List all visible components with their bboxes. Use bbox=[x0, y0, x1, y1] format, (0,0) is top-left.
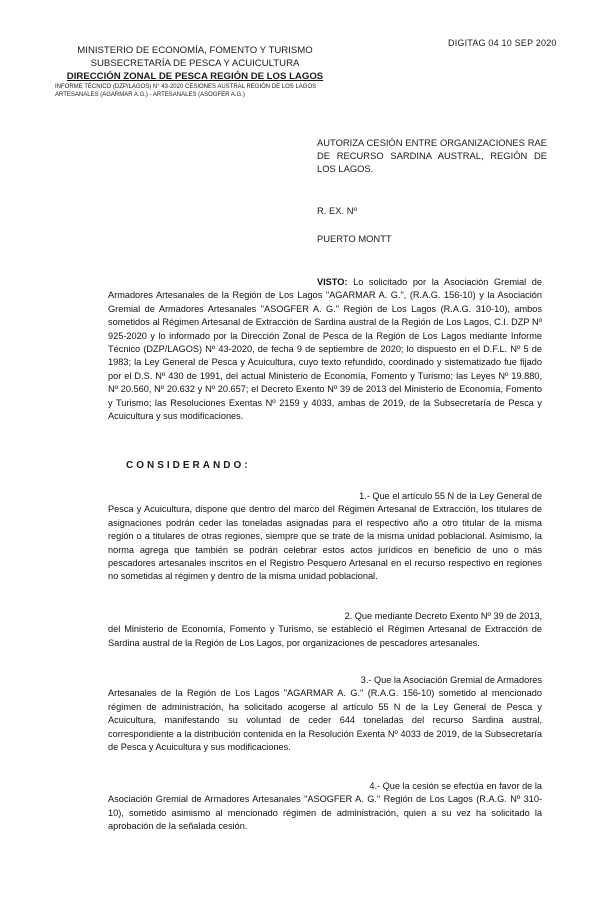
ministry-name: MINISTERIO DE ECONOMÍA, FOMENTO Y TURISMO bbox=[77, 45, 313, 56]
point-3-lead: 3.- Que la Asociación Gremial de Armadores bbox=[360, 675, 542, 685]
point-4-lead: 4.- Que la cesión se efectúa en favor de la bbox=[369, 781, 542, 791]
date-stamp: DIGITAG 04 10 SEP 2020 bbox=[448, 38, 557, 48]
header-reference-line-2: ARTESANALES (AGARMAR A.G.) - ARTESANALES (ASOGFER A.G.) bbox=[55, 92, 245, 98]
considerando-point-2 bbox=[108, 610, 542, 650]
considerando-point-4 bbox=[108, 780, 542, 834]
point-1-text: Pesca y Acuicultura, dispone que dentro del marco del Régimen Artesanal de Extracción, los titulares de asignaciones podrán ceder las toneladas asignadas para el respectivo año a otro titular de la misma región o a titulares de otras regiones, siempre que se trate de la misma unidad poblacional. Asimismo, la norma agrega que también se podrán celebrar estos actos jurídicos en beneficio de uno o más pescadores artesanales inscritos en el Registro Pesquero Artesanal en el recurso respectivo en regiones no sometidas al régimen y dentro de la misma unidad poblacional. bbox=[108, 504, 542, 582]
point-2-text: del Ministerio de Economía, Fomento y Turismo, se estableció el Régimen Artesanal de Extracción de Sardina austral de la Región de Los Lagos, por organizaciones de pescadores artesanales. bbox=[108, 624, 542, 648]
considerando-heading: CONSIDERANDO: bbox=[126, 460, 251, 471]
visto-text: Lo solicitado por la Asociación Gremial de Armadores Artesanales de la Región de Los Lagos "AGARMAR A. G.", (R.A.G. 156-10) y la Asociación Gremial de Armadores Artesanales "ASOGFER A. G." Región de Los Lagos (R.A.G. 310-10), ambos sometidos al Régimen Artesanal de Extracción de Sardina austral de la Región de Los Lagos, C.I. DZP Nº 925-2020 y lo informado por la Dirección Zonal de Pesca de la Región de Los Lagos mediante Informe Técnico (DZP/LAGOS) Nº 43-2020, de fecha 9 de septiembre de 2020; lo dispuesto en el D.F.L. Nº 5 de 1983; la Ley General de Pesca y Acuicultura, cuyo texto refundido, coordinado y sistematizado fue fijado por el D.S. Nº 430 de 1991, del actual Ministerio de Economía, Fomento y Turismo; las Leyes Nº 19.880, Nº 20.560, Nº 20.632 y Nº 20.657; el Decreto Exento Nº 39 de 2013 del Ministerio de Economía, Fomento y Turismo; las Resoluciones Exentas Nº 2159 y 4033, ambas de 2019, de la Subsecretaría de Pesca y Acuicultura y sus modificaciones. bbox=[108, 277, 542, 422]
document-header bbox=[55, 44, 335, 99]
visto-label: VISTO: bbox=[317, 277, 348, 287]
considerando-point-3 bbox=[108, 674, 542, 754]
resolution-number: R. EX. Nº bbox=[317, 205, 357, 216]
resolution-subject: AUTORIZA CESIÓN ENTRE ORGANIZACIONES RAE DE RECURSO SARDINA AUSTRAL, REGIÓN DE LOS LAGOS. bbox=[317, 137, 547, 174]
visto-paragraph bbox=[108, 276, 542, 423]
resolution-city: PUERTO MONTT bbox=[317, 233, 392, 244]
point-3-text: Artesanales de la Región de Los Lagos "AGARMAR A. G." (R.A.G. 156-10) sometido al mencionado régimen de administración, ha solicitado acogerse al artículo 55 N de la Ley General de Pesca y Acuicultura, manifestando su voluntad de ceder 644 toneladas del recurso Sardina austral, correspondiente a la distribución contenida en la Resolución Exenta Nº 4033 de 2019, de la Subsecretaría de Pesca y Acuicultura y sus modificaciones. bbox=[108, 688, 542, 753]
point-4-text: Asociación Gremial de Armadores Artesanales "ASOGFER A. G." Región de Los Lagos (R.A.G. Nº 310-10), sometido asimismo al mencionado régimen de administración, quien a su vez ha solicitado la aprobación de la señalada cesión. bbox=[108, 794, 542, 832]
header-reference-line-1: INFORME TÉCNICO (DZP/LAGOS) N° 43-2020 CESIONES AUSTRAL REGIÓN DE LOS LAGOS bbox=[55, 84, 317, 90]
considerando-point-1 bbox=[108, 490, 542, 584]
zonal-direction-name: DIRECCIÓN ZONAL DE PESCA REGIÓN DE LOS LAGOS bbox=[66, 71, 324, 82]
undersecretariat-name: SUBSECRETARÍA DE PESCA Y ACUICULTURA bbox=[90, 58, 300, 69]
point-2-lead: 2. Que mediante Decreto Exento Nº 39 de 2013, bbox=[344, 611, 542, 621]
point-1-lead: 1.- Que el artículo 55 N de la Ley General de bbox=[359, 491, 542, 501]
